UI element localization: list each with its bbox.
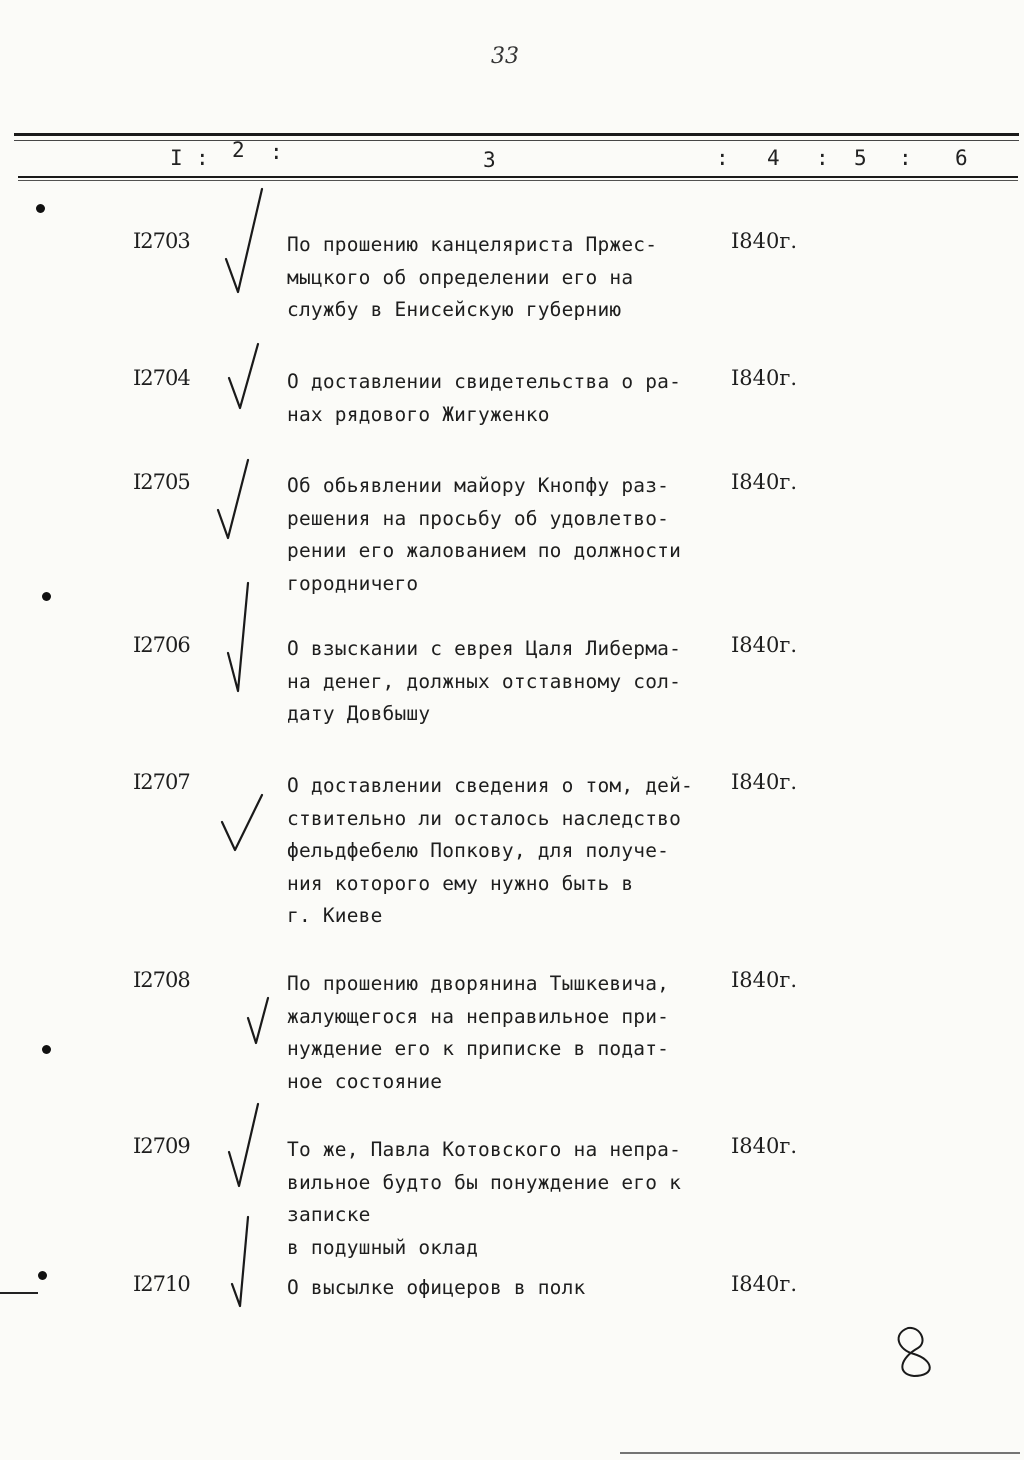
margin-mark bbox=[0, 1292, 38, 1294]
header-rule-bottom bbox=[18, 176, 1018, 178]
column-header-1: I bbox=[170, 146, 183, 170]
row-title: О взыскании с еврея Цаля Либерма- на денег, должных отставному сол- дату Довбышу bbox=[287, 637, 682, 725]
punch-hole-icon bbox=[42, 592, 51, 601]
column-header-6: 6 bbox=[955, 146, 968, 170]
row-date: I840г. bbox=[731, 229, 798, 253]
row-number: I2703 bbox=[133, 229, 190, 253]
row-date: I840г. bbox=[731, 633, 798, 657]
row-title: По прошению дворянина Тышкевича, жалующегося на неправильное при- нуждение его к приписке в подат- ное состояние bbox=[287, 972, 670, 1093]
column-header-5: 5 bbox=[854, 146, 867, 170]
row-title: О доставлении сведения о том, дей- ствительно ли осталось наследство фельдфебелю Попкову, для получе- ния которого ему нужно быть в г. Киеве bbox=[287, 774, 693, 927]
row-title: О высылке офицеров в полк bbox=[287, 1276, 586, 1299]
checkmark-icon bbox=[0, 1272, 1, 1273]
row-number: I2707 bbox=[133, 770, 190, 794]
row-date: I840г. bbox=[731, 366, 798, 390]
row-date: I840г. bbox=[731, 470, 798, 494]
column-separator: : bbox=[899, 146, 912, 170]
checkmark-icon bbox=[0, 968, 1, 969]
row-title: О доставлении свидетельства о ра- нах рядового Жигуженко bbox=[287, 370, 682, 426]
row-number: I2704 bbox=[133, 366, 190, 390]
column-header-4: 4 bbox=[767, 146, 780, 170]
header-rule-bottom-thin bbox=[18, 180, 1018, 181]
row-number: I2709 bbox=[133, 1134, 190, 1158]
row-title: То же, Павла Котовского на непра- вильное будто бы понуждение его к записке в подушный оклад bbox=[287, 1138, 682, 1259]
punch-hole-icon bbox=[42, 1045, 51, 1054]
footer-rule bbox=[620, 1452, 1020, 1454]
header-rule-top bbox=[14, 133, 1019, 136]
checkmark-icon bbox=[0, 1134, 1, 1135]
column-separator: : bbox=[196, 146, 209, 170]
row-title: Об обьявлении майору Кнопфу раз- решения на просьбу об удовлетво- рении его жалованием по должности городничего bbox=[287, 474, 682, 595]
punch-hole-icon bbox=[38, 1271, 47, 1280]
row-number: I2706 bbox=[133, 633, 190, 657]
checkmark-icon bbox=[0, 770, 1, 771]
row-date: I840г. bbox=[731, 1272, 798, 1296]
row-title: По прошению канцеляриста Пржес- мыцкого об определении его на службу в Енисейскую губернию bbox=[287, 233, 658, 321]
column-header-3: 3 bbox=[483, 148, 496, 172]
checkmark-icon bbox=[0, 229, 1, 230]
checkmark-icon bbox=[0, 366, 1, 367]
column-separator: : bbox=[270, 140, 283, 164]
checkmark-icon bbox=[0, 470, 1, 471]
header-rule-top-thin bbox=[14, 140, 1019, 141]
column-header-2: 2 bbox=[232, 138, 245, 162]
signature-mark-icon bbox=[890, 1320, 950, 1380]
column-separator: : bbox=[816, 146, 829, 170]
column-separator: : bbox=[716, 146, 729, 170]
row-number: I2708 bbox=[133, 968, 190, 992]
row-number: I2710 bbox=[133, 1272, 190, 1296]
row-date: I840г. bbox=[731, 968, 798, 992]
row-date: I840г. bbox=[731, 1134, 798, 1158]
punch-hole-icon bbox=[36, 204, 45, 213]
row-number: I2705 bbox=[133, 470, 190, 494]
page-number: 33 bbox=[491, 44, 519, 69]
checkmark-icon bbox=[0, 633, 1, 634]
row-date: I840г. bbox=[731, 770, 798, 794]
